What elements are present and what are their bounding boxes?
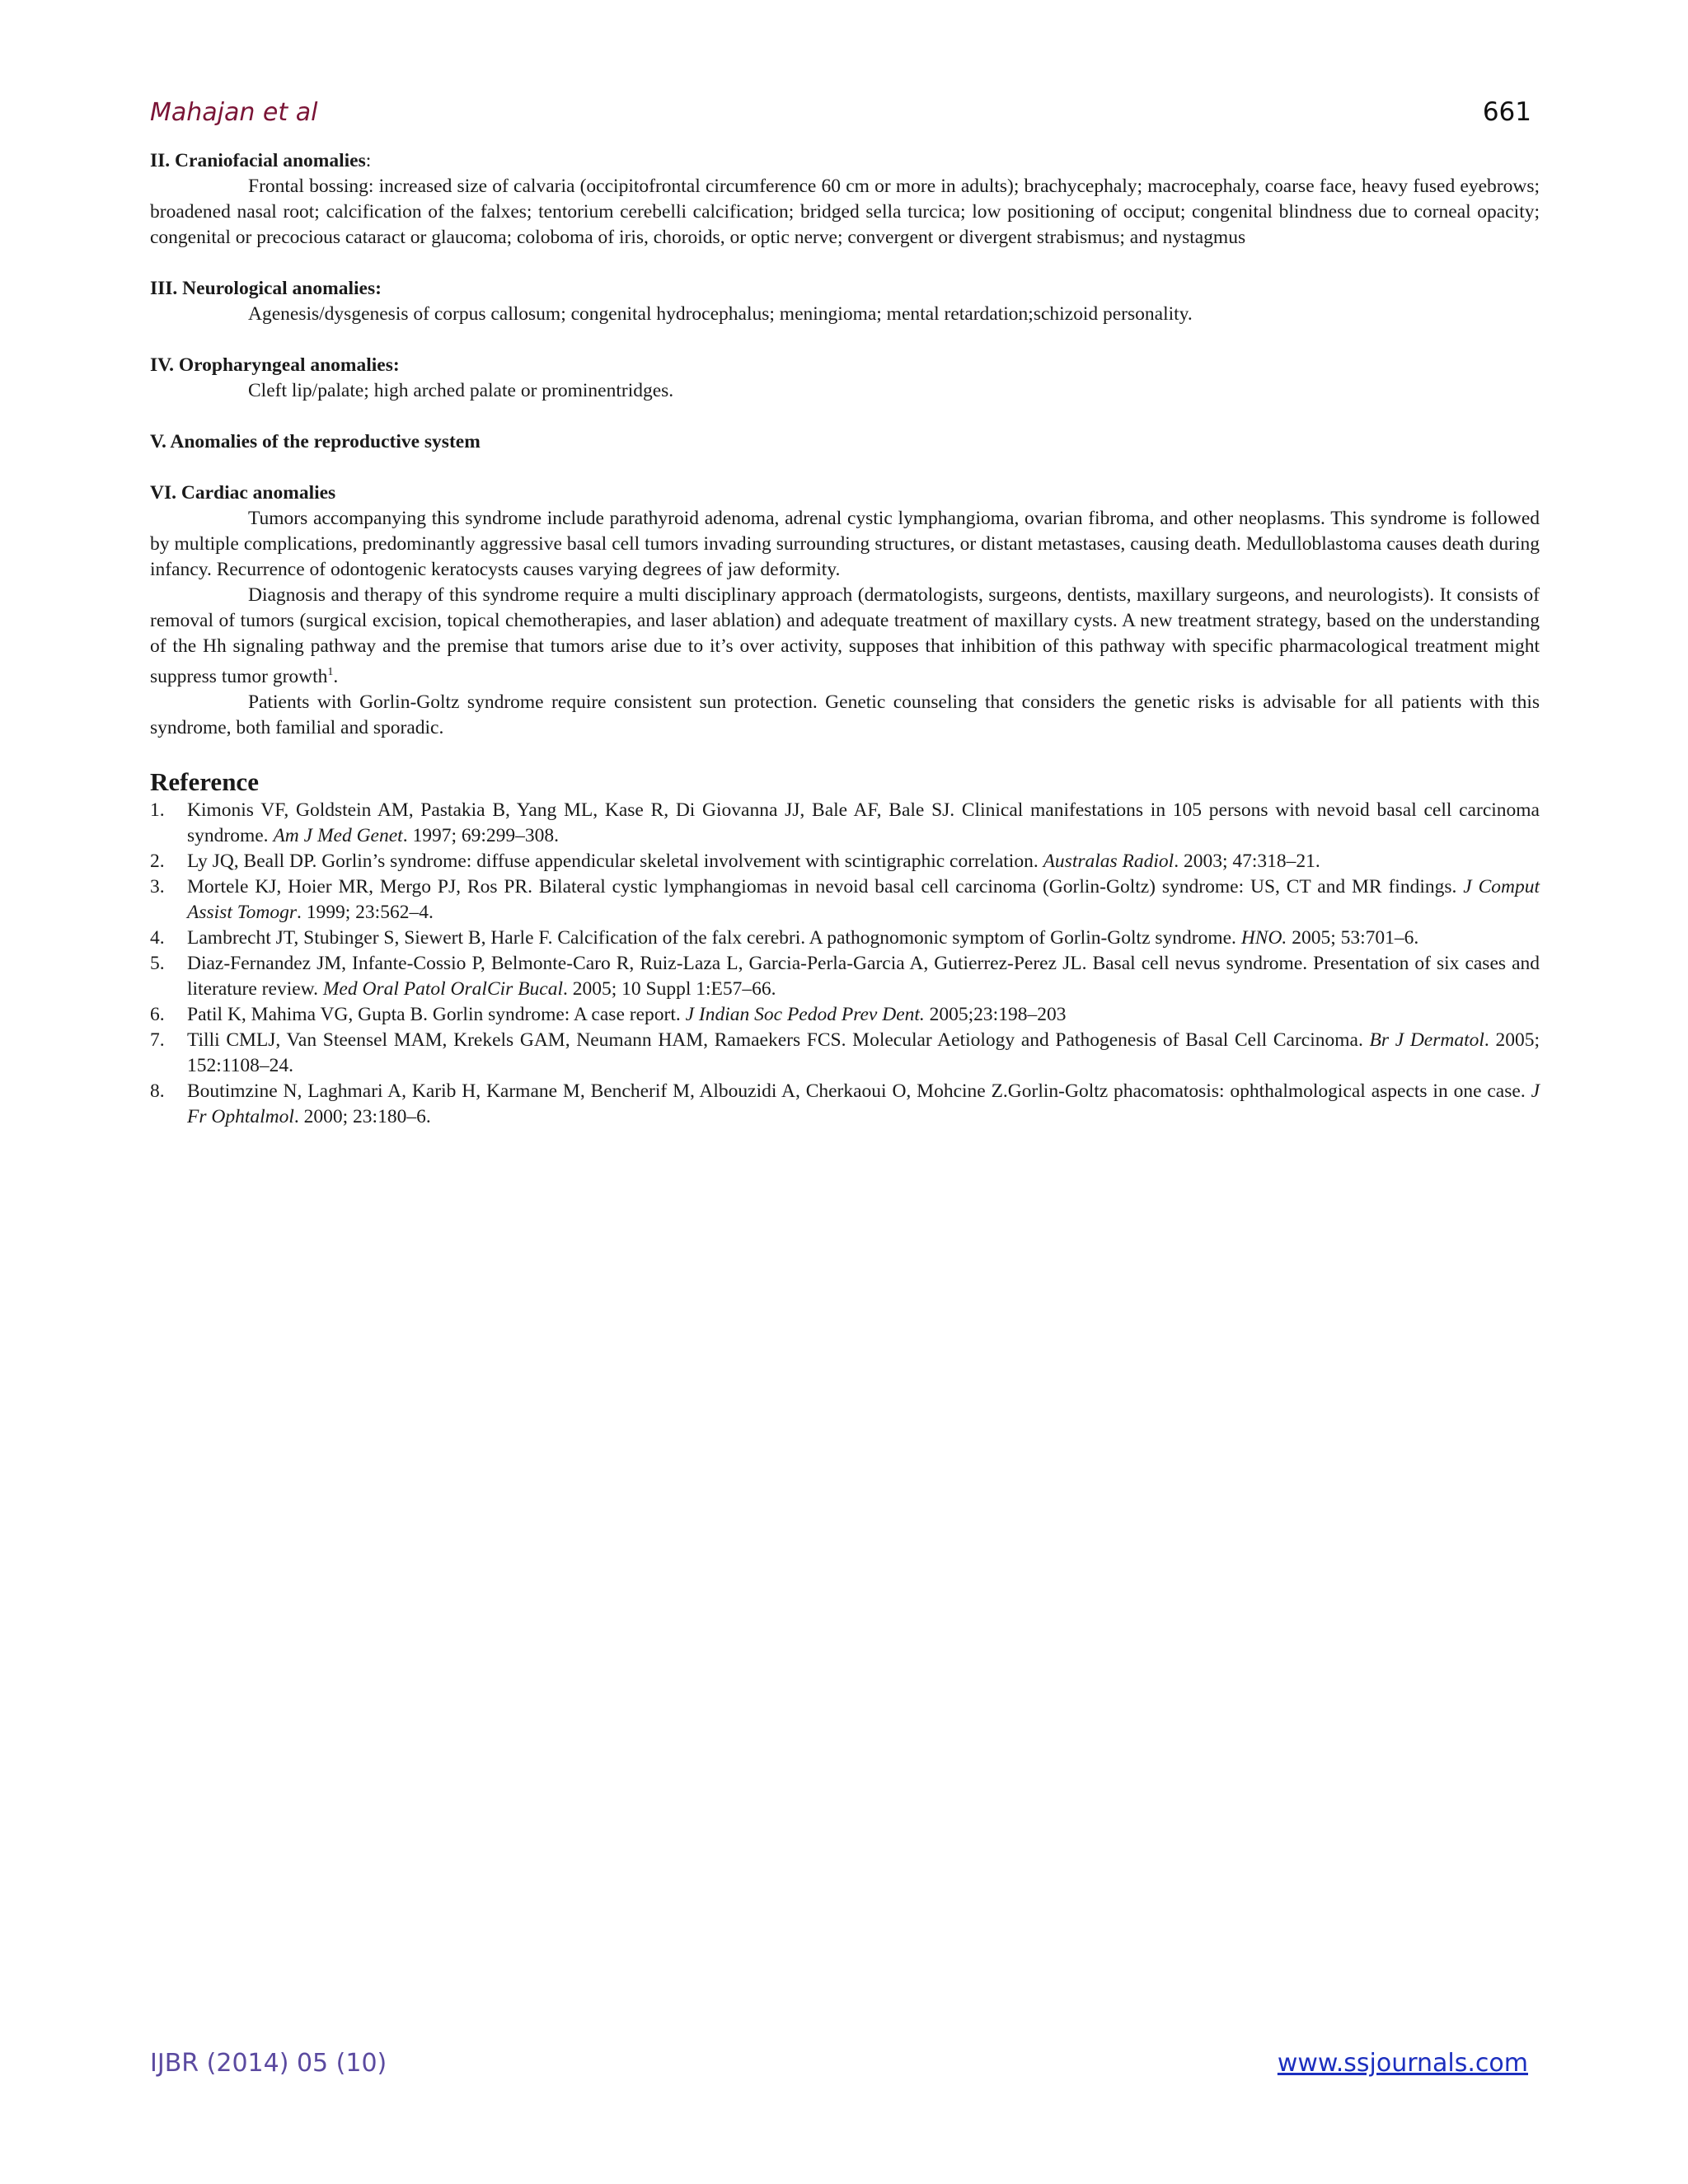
website-link[interactable]: www.ssjournals.com	[1277, 2049, 1528, 2078]
author-header: Mahajan et al	[150, 98, 318, 127]
reference-item: 2. Ly JQ, Beall DP. Gorlin’s syndrome: diffuse appendicular skeletal involvement with scintigraphic correlation. Australas Radiol. 2003; 47:318–21.	[150, 850, 1320, 872]
body-paragraph: Tumors accompanying this syndrome include parathyroid adenoma, adrenal cystic lymphangioma, ovarian fibroma, and other neoplasms. This syndrome is followed by multiple complications, predominantly aggressive basal cell tumors invading surrounding structures, or distant metastases, causing death. Medulloblastoma causes death during infancy. Recurrence of odontogenic keratocysts causes varying degrees of jaw deformity.	[150, 508, 1540, 580]
reference-list	[150, 798, 1540, 1130]
section-body: Frontal bossing: increased size of calvaria (occipitofrontal circumference 60 cm or more in adults); brachycephaly; macrocephaly, coarse face, heavy fused eyebrows; broadened nasal root; calcification of the falxes; tentorium cerebelli calcification; bridged sella turcica; low positioning of occiput; congenital blindness due to corneal opacity; congenital or precocious cataract or glaucoma; coloboma of iris, choroids, or optic nerve; convergent or divergent strabismus; and nystagmus	[150, 176, 1540, 248]
reference-item: 1. Kimonis VF, Goldstein AM, Pastakia B, Yang ML, Kase R, Di Giovanna JJ, Bale AF, Bale SJ. Clinical manifestations in 105 persons with nevoid basal cell carcinoma syndrome. Am J Med Genet. 1997; 69:299–308.	[150, 799, 1540, 846]
reference-item: 5. Diaz-Fernandez JM, Infante-Cossio P, Belmonte-Caro R, Ruiz-Laza L, Garcia-Perla-Garcia A, Gutierrez-Perez JL. Basal cell nevus syndrome. Presentation of six cases and literature review. Med Oral Patol OralCir Bucal. 2005; 10 Suppl 1:E57–66.	[150, 952, 1540, 1000]
section-craniofacial	[150, 148, 1540, 251]
journal-citation: IJBR (2014) 05 (10)	[150, 2049, 387, 2078]
section-oropharyngeal	[150, 353, 1540, 404]
section-heading: III. Neurological anomalies:	[150, 278, 382, 299]
reference-item: 4. Lambrecht JT, Stubinger S, Siewert B, Harle F. Calcification of the falx cerebri. A pathognomonic symptom of Gorlin-Goltz syndrome. HNO. 2005; 53:701–6.	[150, 926, 1419, 949]
section-reproductive	[150, 429, 1540, 455]
article-body	[150, 148, 1540, 1130]
page-number: 661	[1482, 97, 1531, 127]
reference-item: 7. Tilli CMLJ, Van Steensel MAM, Krekels GAM, Neumann HAM, Ramaekers FCS. Molecular Aetiology and Pathogenesis of Basal Cell Carcinoma. Br J Dermatol. 2005; 152:1108–24.	[150, 1029, 1540, 1076]
section-body: Agenesis/dysgenesis of corpus callosum; congenital hydrocephalus; meningioma; mental retardation;schizoid personality.	[248, 303, 1193, 325]
body-paragraph: Patients with Gorlin-Goltz syndrome require consistent sun protection. Genetic counseling that considers the genetic risks is advisable for all patients with this syndrome, both familial and sporadic.	[150, 691, 1540, 738]
reference-item: 3. Mortele KJ, Hoier MR, Mergo PJ, Ros PR. Bilateral cystic lymphangiomas in nevoid basal cell carcinoma (Gorlin-Goltz) syndrome: US, CT and MR findings. J Comput Assist Tomogr. 1999; 23:562–4.	[150, 875, 1540, 923]
section-heading: V. Anomalies of the reproductive system	[150, 431, 481, 452]
section-body: Cleft lip/palate; high arched palate or prominentridges.	[248, 380, 674, 401]
citation-superscript: 1	[327, 666, 334, 678]
section-heading: II. Craniofacial anomalies:	[150, 150, 372, 171]
body-paragraph: Diagnosis and therapy of this syndrome require a multi disciplinary approach (dermatologists, surgeons, dentists, maxillary surgeons, and neurologists). It consists of removal of tumors (surgical excision, topical chemotherapies, and laser ablation) and adequate treatment of maxillary cysts. A new treatment strategy, based on the understanding of the Hh signaling pathway and the premise that tumors arise due to it’s over activity, supposes that inhibition of this pathway with specific pharmacological treatment might suppress tumor growth$^1$.	[150, 584, 1540, 687]
running-head	[150, 97, 1533, 127]
page-footer	[150, 2049, 1528, 2078]
section-neurological	[150, 276, 1540, 327]
section-heading: VI. Cardiac anomalies	[150, 482, 336, 504]
references-heading: Reference	[150, 766, 259, 796]
reference-item: 6. Patil K, Mahima VG, Gupta B. Gorlin syndrome: A case report. J Indian Soc Pedod Prev Dent. 2005;23:198–203	[150, 1003, 1067, 1025]
section-heading: IV. Oropharyngeal anomalies:	[150, 354, 400, 376]
section-cardiac	[150, 480, 1540, 741]
reference-item: 8. Boutimzine N, Laghmari A, Karib H, Karmane M, Bencherif M, Albouzidi A, Cherkaoui O, Mohcine Z.Gorlin-Goltz phacomatosis: ophthalmological aspects in one case. J Fr Ophtalmol. 2000; 23:180–6.	[150, 1080, 1540, 1127]
